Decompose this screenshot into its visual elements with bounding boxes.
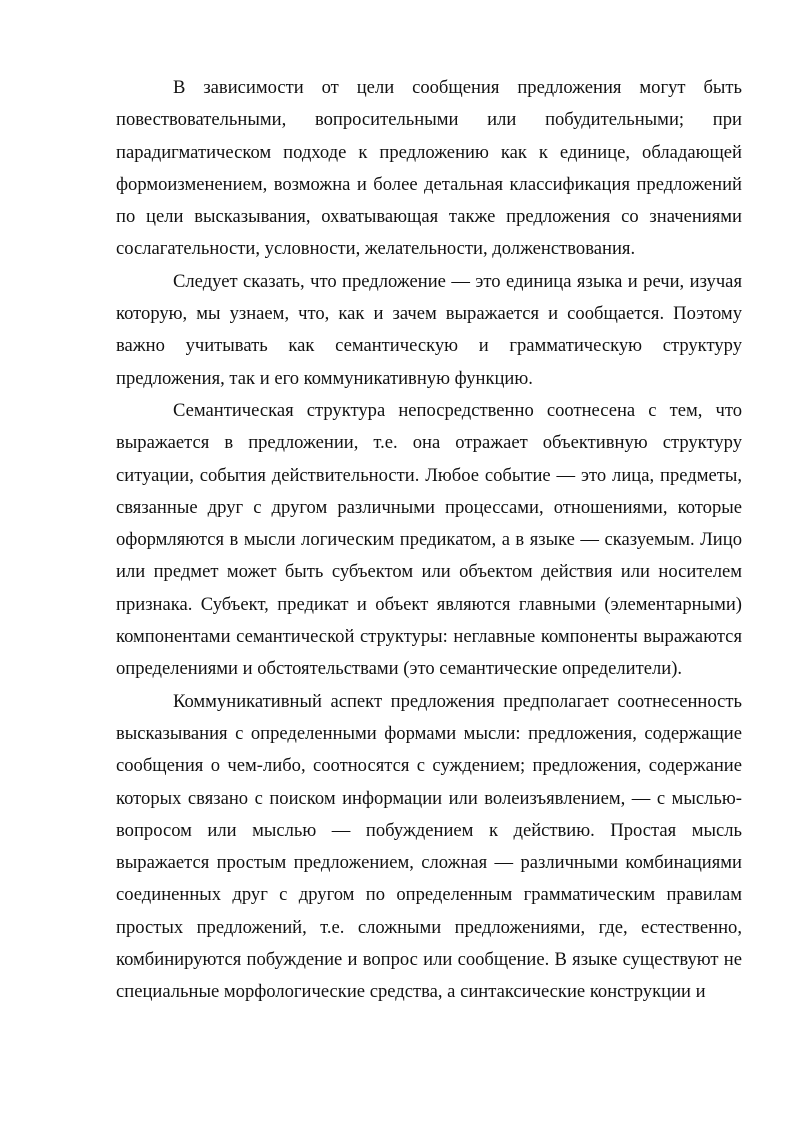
paragraph: Следует сказать, что предложение — это единица языка и речи, изучая которую, мы узнаем, что, как и зачем выражается и сообщается. Поэтому важно учитывать как семантическую и грамматическую структуру предложения, так и его коммуникативную функцию. xyxy=(116,270,742,389)
paragraph: Семантическая структура непосредственно соотнесена с тем, что выражается в предложении, т.е. она отражает объективную структуру ситуации, события действительности. Любое событие — это лица, предметы, связанные друг с другом различными процессами, отношениями, которые оформляются в мысли логическим предикатом, а в языке — сказуемым. Лицо или предмет может быть субъектом или объектом действия или носителем признака. Субъект, предикат и объект являются главными (элементарными) компонентами семантической структуры: неглавные компоненты выражаются определениями и обстоятельствами (это семантические определители). xyxy=(116,399,742,680)
paragraph: В зависимости от цели сообщения предложения могут быть повествовательными, вопросительными или побудительными; при парадигматическом подходе к предложению как к единице, обладающей формоизменением, возможна и более детальная классификация предложений по цели высказывания, охватывающая также предложения со значениями сослагательности, условности, желательности, долженствования. xyxy=(116,77,742,260)
paragraph: Коммуникативный аспект предложения предполагает соотнесенность высказывания с определенными формами мысли: предложения, содержащие сообщения о чем-либо, соотносятся с суждением; предложения, содержание которых связано с поиском информации или волеизъявлением, — с мыслью-вопросом или мыслью — побуждением к действию. Простая мысль выражается простым предложением, сложная — различными комбинациями соединенных друг с другом по определенным грамматическим правилам простых предложений, т.е. сложными предложениями, где, естественно, комбинируются побуждение и вопрос или сообщение. В языке существуют не специальные морфологические средства, а синтаксические конструкции и xyxy=(116,690,742,1003)
document-page xyxy=(116,72,742,1009)
